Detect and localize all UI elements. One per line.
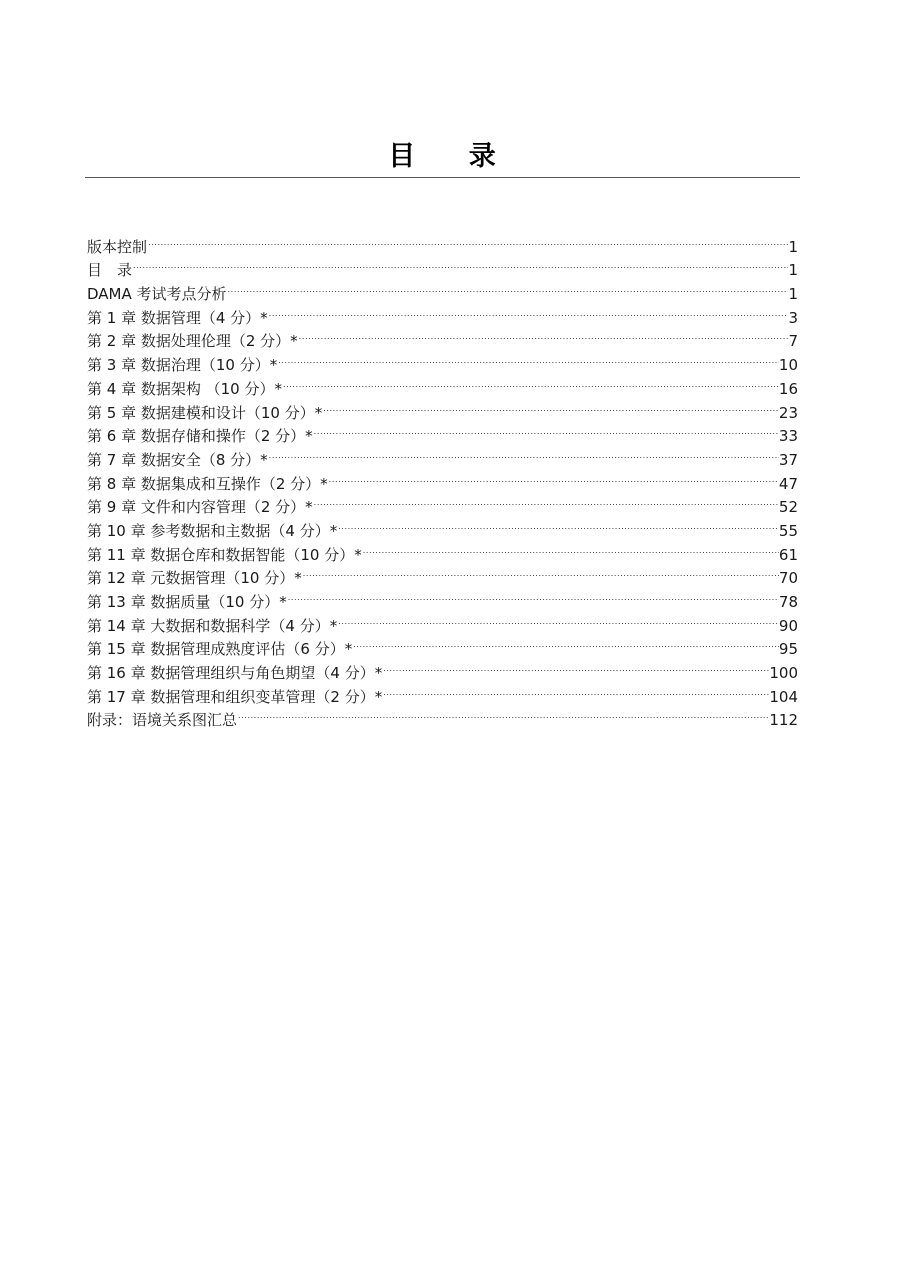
toc-entry-label: 版本控制 xyxy=(87,237,148,256)
toc-entry-page: 10 xyxy=(778,356,798,375)
toc-entry-label: 第 8 章 数据集成和互操作（2 分）* xyxy=(87,474,328,493)
toc-entry-page: 7 xyxy=(788,332,798,351)
toc-entry-page: 47 xyxy=(778,474,798,493)
dot-leader xyxy=(282,370,779,394)
dot-leader xyxy=(132,252,788,276)
toc-entry-label: 第 14 章 大数据和数据科学（4 分）* xyxy=(87,616,338,635)
toc-entry-label: 第 16 章 数据管理组织与角色期望（4 分）* xyxy=(87,664,383,683)
dot-leader xyxy=(337,607,779,631)
title-divider xyxy=(85,177,800,178)
dot-leader xyxy=(382,654,769,678)
dot-leader xyxy=(277,346,779,370)
toc-entry-page: 37 xyxy=(778,450,798,469)
toc-entry-label: 第 1 章 数据管理（4 分）* xyxy=(87,308,268,327)
dot-leader xyxy=(268,299,789,323)
toc-entry-page: 1 xyxy=(788,237,798,256)
toc-entry-label: 第 4 章 数据架构 （10 分）* xyxy=(87,379,282,398)
toc-entry-page: 33 xyxy=(778,427,798,446)
dot-leader xyxy=(352,631,779,655)
toc-entry-page: 55 xyxy=(778,521,798,540)
toc-entry-label: 第 3 章 数据治理（10 分）* xyxy=(87,356,278,375)
toc-entry-label: 第 17 章 数据管理和组织变革管理（2 分）* xyxy=(87,687,383,706)
toc-title: 目 录 xyxy=(388,141,518,172)
toc-entry-page: 100 xyxy=(769,664,798,683)
toc-entry[interactable] xyxy=(87,228,798,256)
dot-leader xyxy=(147,228,788,252)
toc-entry-page: 104 xyxy=(769,687,798,706)
toc-entry-page: 95 xyxy=(778,640,798,659)
toc-entry-page: 52 xyxy=(778,498,798,517)
toc-entry-label: 第 12 章 元数据管理（10 分）* xyxy=(87,569,302,588)
toc-entry-label: 第 5 章 数据建模和设计（10 分）* xyxy=(87,403,323,422)
toc-entry-page: 1 xyxy=(788,261,798,280)
toc-entry-label: 第 6 章 数据存储和操作（2 分）* xyxy=(87,427,313,446)
dot-leader xyxy=(382,678,769,702)
toc-entry-label: 第 2 章 数据处理伦理（2 分）* xyxy=(87,332,298,351)
toc-entry-label: 第 11 章 数据仓库和数据智能（10 分）* xyxy=(87,545,362,564)
toc-entry-label: 第 13 章 数据质量（10 分）* xyxy=(87,593,287,611)
toc-entry[interactable] xyxy=(87,275,798,304)
toc-entry-page: 112 xyxy=(769,711,798,730)
dot-leader xyxy=(302,560,779,584)
toc-entry-label: 第 9 章 文件和内容管理（2 分）* xyxy=(87,498,313,517)
toc-entry-label: DAMA 考试考点分析 xyxy=(87,285,227,304)
dot-leader xyxy=(362,536,779,560)
toc-entry-label: 第 7 章 数据安全（8 分）* xyxy=(87,450,268,469)
dot-leader xyxy=(298,323,789,347)
toc-entry-page: 23 xyxy=(778,403,798,422)
dot-leader xyxy=(313,418,779,442)
toc-entry-page: 1 xyxy=(788,285,798,304)
toc-entry-page: 78 xyxy=(778,593,798,611)
toc-entry[interactable] xyxy=(87,252,798,280)
dot-leader xyxy=(328,465,779,489)
toc-entry-label: 第 15 章 数据管理成熟度评估（6 分）* xyxy=(87,640,353,659)
toc-entry-label: 目 录 xyxy=(87,261,133,280)
dot-leader xyxy=(337,512,779,536)
toc-entry-page: 16 xyxy=(778,379,798,398)
dot-leader xyxy=(227,275,789,299)
toc-list xyxy=(87,228,798,730)
dot-leader xyxy=(313,489,779,513)
toc-entry-page: 90 xyxy=(778,616,798,635)
dot-leader xyxy=(237,702,769,726)
toc-entry-page: 3 xyxy=(788,308,798,327)
dot-leader xyxy=(287,583,779,607)
dot-leader xyxy=(268,441,779,465)
toc-entry-page: 61 xyxy=(778,545,798,564)
dot-leader xyxy=(322,394,779,418)
toc-entry-page: 70 xyxy=(778,569,798,588)
toc-entry-label: 第 10 章 参考数据和主数据（4 分）* xyxy=(87,521,338,540)
toc-entry-label: 附录：语境关系图汇总 xyxy=(87,711,238,730)
